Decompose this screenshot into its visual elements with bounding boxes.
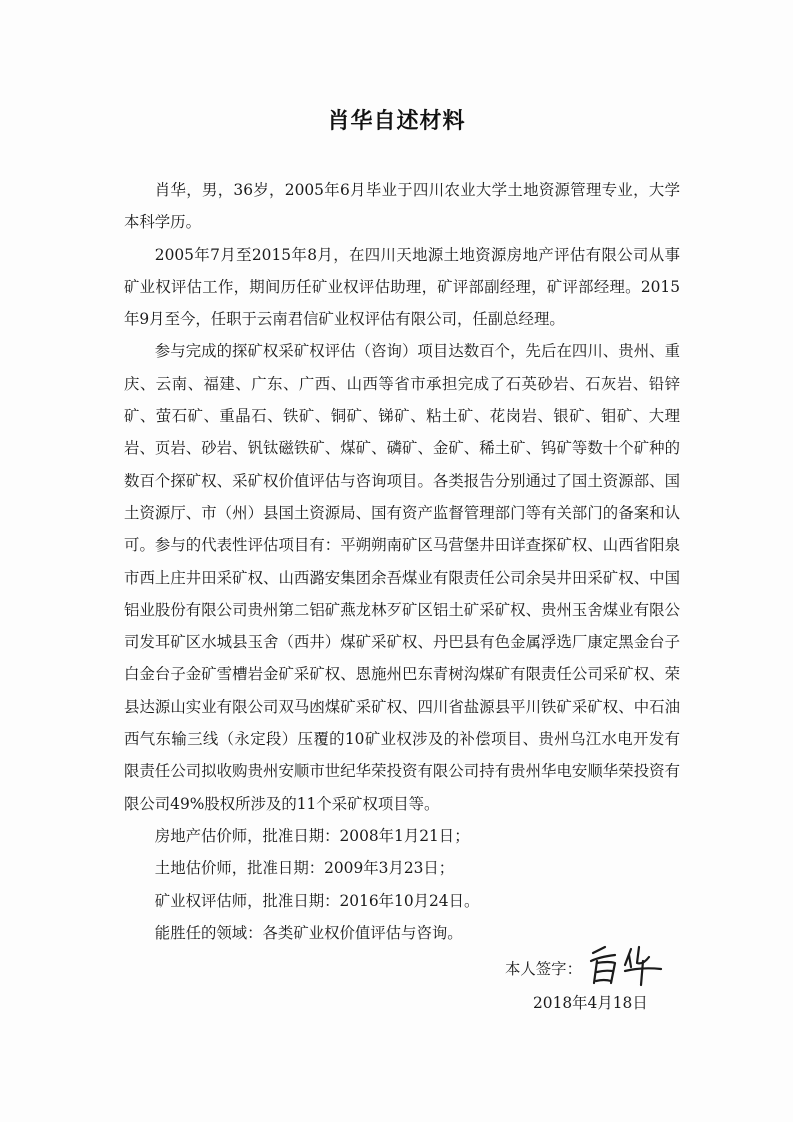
document-body <box>124 174 680 949</box>
paragraph-projects: 参与完成的探矿权采矿权评估（咨询）项目达数百个，先后在四川、贵州、重庆、云南、福建、广东、广西、山西等省市承担完成了石英砂岩、石灰岩、铅锌矿、萤石矿、重晶石、铁矿、铜矿、锑矿、粘土矿、花岗岩、银矿、钼矿、大理岩、页岩、砂岩、钒钛磁铁矿、煤矿、磷矿、金矿、稀土矿、钨矿等数十个矿种的数百个探矿权、采矿权价值评估与咨询项目。各类报告分别通过了国土资源部、国土资源厅、市（州）县国土资源局、国有资产监督管理部门等有关部门的备案和认可。参与的代表性评估项目有：平朔朔南矿区马营堡井田详查探矿权、山西省阳泉市西上庄井田采矿权、山西潞安集团余吾煤业有限责任公司余吴井田采矿权、中国铝业股份有限公司贵州第二铝矿燕龙林歹矿区铝土矿采矿权、贵州玉舍煤业有限公司发耳矿区水城县玉舍（西井）煤矿采矿权、丹巴县有色金属浮选厂康定黑金台子白金台子金矿雪槽岩金矿采矿权、恩施州巴东青树沟煤矿有限责任公司采矿权、荣县达源山实业有限公司双马凼煤矿采矿权、四川省盐源县平川铁矿采矿权、中石油西气东输三线（永定段）压覆的10矿业权涉及的补偿项目、贵州乌江水电开发有限责任公司拟收购贵州安顺市世纪华荣投资有限公司持有贵州华电安顺华荣投资有限公司49%股权所涉及的11个采矿权项目等。 <box>124 342 680 813</box>
signature-block <box>505 943 705 1023</box>
paragraph-cert-real-estate: 房地产估价师，批准日期：2008年1月21日； <box>154 826 470 845</box>
handwritten-signature <box>585 943 667 987</box>
document-title: 肖华自述材料 <box>327 109 466 134</box>
signature-date: 2018年4月18日 <box>533 994 648 1012</box>
paragraph-cert-mining: 矿业权评估师，批准日期：2016年10月24日。 <box>154 891 480 910</box>
signature-label: 本人签字： <box>505 960 582 978</box>
paragraph-basic-info: 肖华，男，36岁，2005年6月毕业于四川农业大学土地资源管理专业，大学本科学历。 <box>124 181 680 232</box>
paragraph-cert-land: 土地估价师，批准日期：2009年3月23日； <box>154 859 455 878</box>
paragraph-work-history: 2005年7月至2015年8月，在四川天地源土地资源房地产评估有限公司从事矿业权评估工作，期间历任矿业权评估助理，矿评部副经理，矿评部经理。2015年9月至今，任职于云南君信矿业权评估有限公司，任副总经理。 <box>124 245 680 329</box>
paragraph-competence: 能胜任的领域：各类矿业权价值评估与咨询。 <box>154 923 463 942</box>
